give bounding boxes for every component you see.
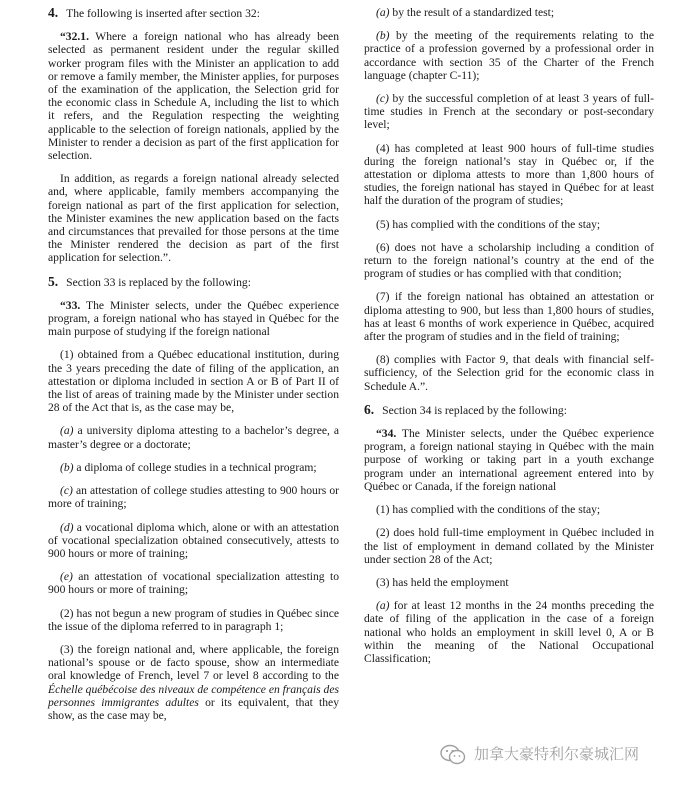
article-text: The Minister selects, under the Québec experience program, a foreign national staying in Québec with the main purpose of working or taking part in a youth exchange program under an international agreement entered into by Québec or Canada, if the foreign national — [364, 427, 654, 493]
article-number: “34. — [376, 427, 397, 441]
clause-label: (c) — [60, 484, 73, 498]
paragraph-34 — [364, 427, 654, 493]
section-heading-text: The following is inserted after section 32: — [66, 7, 260, 20]
scale-title: Échelle québécoise des niveaux de compétence en français des personnes immigrantes adultes — [48, 682, 340, 709]
clause-text: an attestation of college studies attesting to 900 hours or more of training; — [48, 484, 339, 511]
clause-label: (d) — [60, 520, 74, 534]
paragraph-33 — [48, 299, 339, 339]
clause-label: (a) — [376, 599, 390, 613]
article-text: The Minister selects, under the Québec experience program, a foreign national who has stayed in Québec for the main purpose of studying if the foreign national — [48, 298, 339, 339]
clause-3 — [48, 643, 339, 722]
clause-text: a vocational diploma which, alone or with an attestation of vocational specialization obtained consecutively, attests to 900 hours or more of training; — [48, 520, 339, 560]
clause-label: (a) — [376, 6, 390, 19]
right-column — [364, 6, 654, 675]
clause-r-c — [364, 92, 654, 132]
section-6-heading — [364, 403, 654, 417]
clause-34-3: (3) has held the employment — [376, 575, 509, 589]
clause-text: (3) the foreign national and, where applicable, the foreign national’s spouse or de facto spouse, show an intermediate oral knowledge of French, level 7 or level 8 according to the — [48, 642, 339, 683]
article-text: Where a foreign national who has already been selected as permanent resident under the regular skilled worker program files with the Minister an application to add or remove a family member, the Minister applies, for purposes of the examination of the application, the Selection grid for the economic class in Schedule A, including the list to which it refers, and the Regulation respecting the weighting applicable to the selection of foreign nationals, applied by the Minister to render a decision as part of the first application for selection. — [48, 30, 339, 163]
clause-text: an attestation of vocational specialization attesting to 900 hours or more of training; — [48, 570, 339, 597]
clause-label: (b) — [376, 29, 390, 43]
clause-d — [48, 521, 339, 561]
clause-text: a diploma of college studies in a technical program; — [73, 460, 317, 474]
clause-b — [48, 461, 339, 474]
clause-r-b — [364, 29, 654, 82]
clause-5: (5) has complied with the conditions of the stay; — [376, 217, 601, 231]
section-number: 4. — [48, 5, 59, 20]
clause-2: (2) has not begun a new program of studies in Québec since the issue of the diploma referred to in paragraph 1; — [48, 606, 339, 633]
clause-text: for at least 12 months in the 24 months preceding the date of filing of the application in the case of a foreign national who holds an employment in skill level 0, A or B within the meaning of the National Occupational Classification; — [364, 599, 654, 665]
left-column — [48, 6, 339, 732]
wechat-icon — [440, 744, 466, 766]
clause-c — [48, 484, 339, 510]
clause-7: (7) if the foreign national has obtained an attestation or diploma attesting to 900, but less than 1,800 hours of studies, has at least 6 months of work experience in Québec, acquired after the program of studies and in the field of training; — [364, 290, 654, 344]
clause-text: by the meeting of the requirements relating to the practice of a profession governed by a professional order in accordance with section 35 of the Charter of the French language (chapter C-11); — [364, 29, 654, 82]
paragraph-32-1 — [48, 30, 339, 162]
clause-a — [48, 424, 339, 450]
clause-label: (b) — [60, 460, 74, 474]
clause-34-1: (1) has complied with the conditions of the stay; — [376, 503, 601, 517]
clause-label: (e) — [60, 570, 73, 584]
section-heading-text: Section 33 is replaced by the following: — [66, 275, 251, 289]
article-number: “32.1. — [60, 30, 89, 44]
paragraph-32-1-continued: In addition, as regards a foreign national already selected and, where applicable, family members accompanying the foreign national as part of the first application for selection, the Minister examines the new application based on the facts and circumstances that prevailed for those persons at the time the Minister rendered the decision as part of the first application for selection.”. — [48, 172, 339, 265]
clause-label: (c) — [376, 92, 389, 106]
clause-text: by the result of a standardized test; — [389, 6, 555, 19]
article-number: “33. — [60, 298, 81, 312]
clause-text: a university diploma attesting to a bachelor’s degree, a master’s degree or a doctorate; — [48, 424, 339, 451]
clause-6: (6) does not have a scholarship including a condition of return to the foreign national’s country at the end of the program of studies or has complied with that condition; — [364, 240, 654, 281]
clause-text-end: or its equivalent, that they show, as the case may be, — [48, 695, 339, 722]
section-number: 6. — [364, 401, 375, 417]
clause-text: by the successful completion of at least 3 years of full-time studies in French at the secondary or post-secondary level; — [364, 92, 654, 132]
watermark-text: 加拿大豪特利尔豪城汇网 — [474, 745, 640, 764]
clause-8: (8) complies with Factor 9, that deals with financial self-sufficiency, of the Selection grid for the economic class in Schedule A.”. — [364, 353, 654, 393]
clause-34-2: (2) does hold full-time employment in Québec included in the list of employment in demand collated by the Minister under section 28 of the Act; — [364, 526, 654, 566]
clause-1: (1) obtained from a Québec educational institution, during the 3 years preceding the date of filing of the application, an attestation or diploma included in section A or B of Part II of the list of areas of training made by the Minister under section 28 of the Act that is, as the case may be, — [48, 348, 339, 415]
section-4-heading — [48, 6, 339, 20]
clause-e — [48, 570, 339, 596]
clause-r-a — [364, 6, 654, 19]
watermark — [440, 744, 639, 766]
section-heading-text: Section 34 is replaced by the following: — [382, 403, 567, 417]
clause-label: (a) — [60, 424, 74, 438]
section-number: 5. — [48, 273, 59, 289]
section-5-heading — [48, 275, 339, 289]
clause-4: (4) has completed at least 900 hours of full-time studies during the foreign national’s stay in Québec or, if the attestation or diploma attests to more than 1,800 hours of studies, the foreign national has stayed in Québec for at least half the duration of the program of studies; — [364, 141, 654, 208]
clause-34-a — [364, 599, 654, 665]
